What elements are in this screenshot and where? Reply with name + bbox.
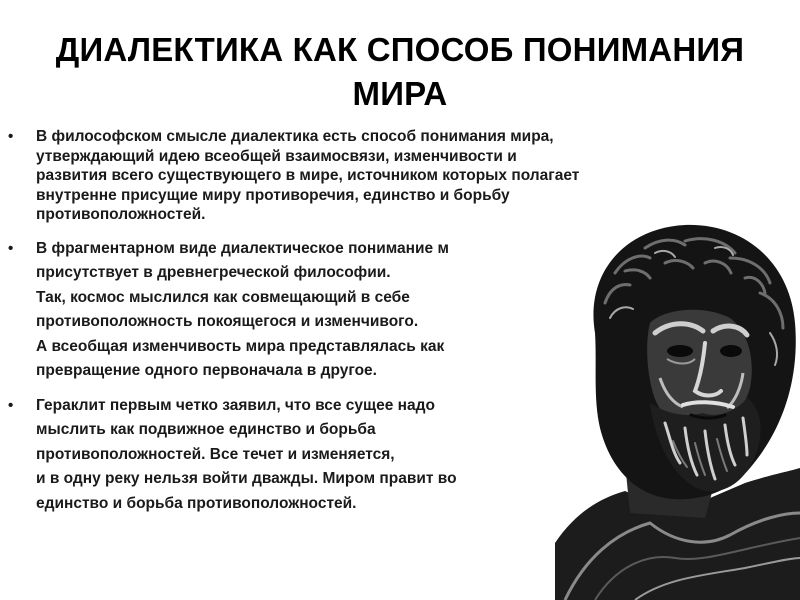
bullet-1-line-1: В философском смысле диалектика есть способ понимания мира,: [36, 128, 554, 145]
bullet-3-line-2: мыслить как подвижное единство и борьба: [36, 421, 376, 438]
title-line-2: МИРА: [352, 75, 448, 112]
bullet-3-line-4: и в одну реку нельзя войти дважды. Миром правит во: [36, 470, 457, 487]
bullet-2-line-3: Так, космос мыслился как совмещающий в себе: [36, 288, 410, 306]
bullet-point-icon: •: [8, 239, 14, 257]
slide-title: [20, 28, 780, 116]
bullet-3-line-1: Гераклит первым четко заявил, что все сущее надо: [36, 396, 435, 414]
slide-body: [8, 127, 768, 516]
bullet-ancient-greek-philosophy: [8, 237, 768, 384]
bullet-2-line-1: В фрагментарном виде диалектическое понимание м: [36, 239, 449, 257]
bullet-2-line-5: А всеобщая изменчивость мира представлялась как: [36, 337, 445, 355]
bullet-point-icon: •: [8, 128, 14, 145]
bullet-1-line-3: развития всего существующего в мире, источником которых полагает: [36, 167, 580, 184]
bullet-1-line-2: утверждающий идею всеобщей взаимосвязи, изменчивости и: [36, 147, 517, 165]
bullet-3-line-5: единство и борьба противоположностей.: [36, 494, 357, 512]
bullet-2-line-4: противоположность покоящегося и изменчивого.: [36, 313, 419, 330]
bullet-point-icon: •: [8, 396, 14, 414]
title-line-1: ДИАЛЕКТИКА КАК СПОСОБ ПОНИМАНИЯ: [55, 31, 745, 68]
bullet-dialectics-definition: [8, 127, 746, 225]
bullet-1-line-4: внутренне присущие миру противоречия, единство и борьбу: [36, 186, 510, 204]
bullet-2-line-2: присутствует в древнегреческой философии.: [36, 264, 391, 281]
bullet-3-line-3: противоположностей. Все течет и изменяется,: [36, 445, 395, 463]
bullet-1-line-5: противоположностей.: [36, 206, 206, 223]
bullet-heraclitus: [8, 394, 768, 517]
bullet-2-line-6: превращение одного первоначала в другое.: [36, 362, 377, 379]
